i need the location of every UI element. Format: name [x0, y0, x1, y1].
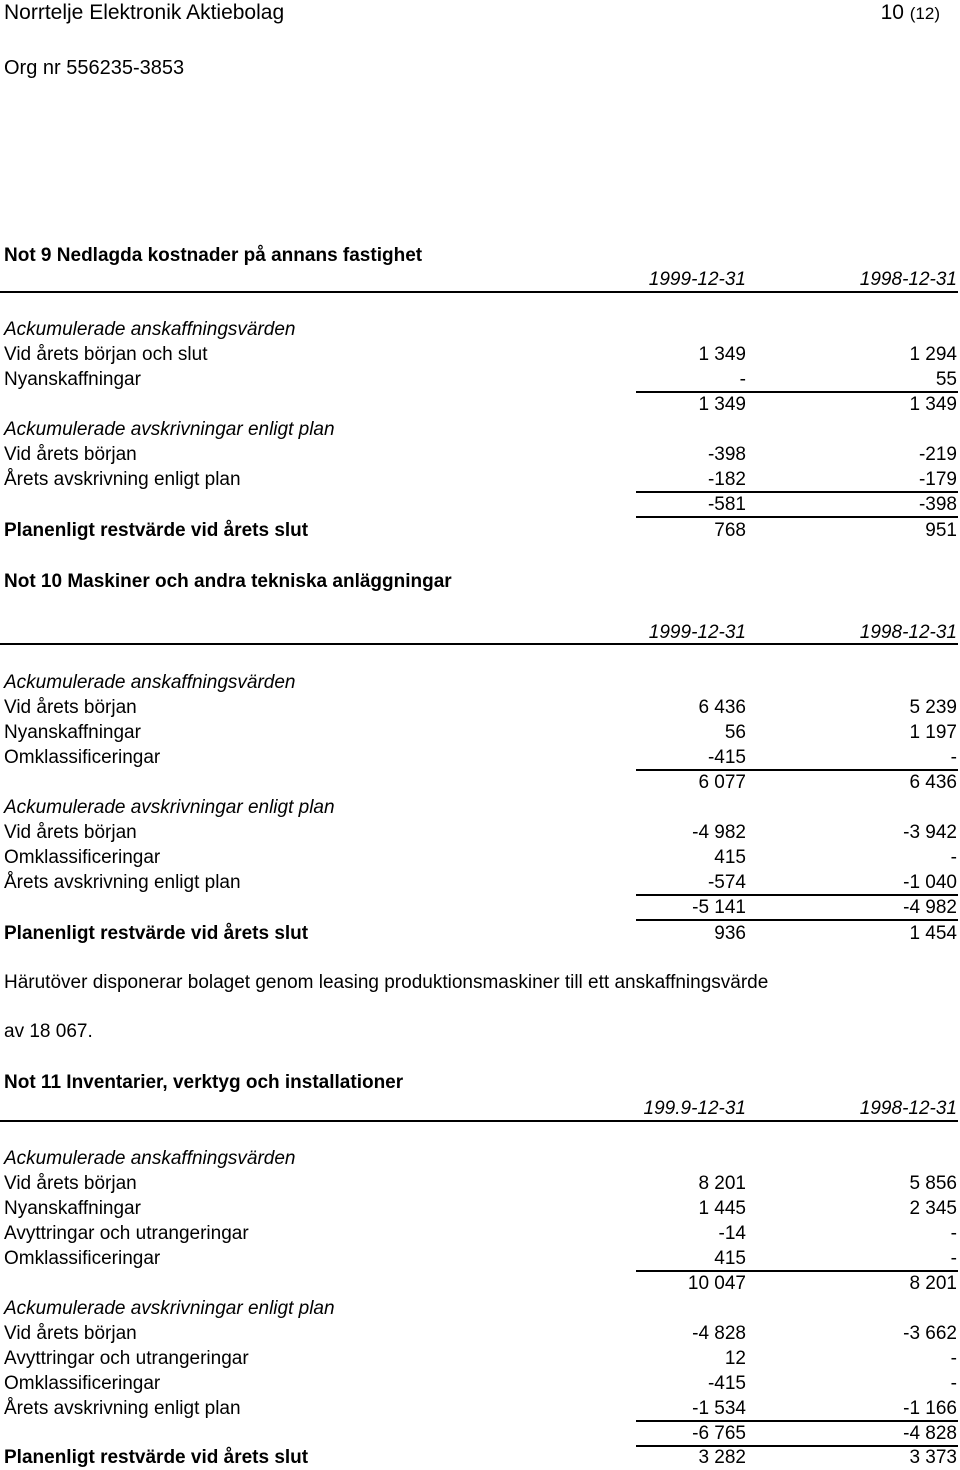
- row-label: Nyanskaffningar: [4, 369, 141, 390]
- row-value-1998: -179: [918, 469, 957, 490]
- row-label: Vid årets början och slut: [4, 344, 208, 365]
- note-10-col-1999: 1999-12-31: [648, 622, 746, 643]
- row-label: Årets avskrivning enligt plan: [4, 872, 241, 893]
- row-value-1999: 6 077: [698, 772, 746, 793]
- row-label: Årets avskrivning enligt plan: [4, 469, 241, 490]
- row-value-1999: 768: [714, 520, 746, 541]
- note-9-row: [0, 342, 960, 367]
- row-label: Planenligt restvärde vid årets slut: [4, 520, 309, 541]
- note-11-row: [0, 1246, 960, 1271]
- row-value-1999: -6 765: [692, 1423, 746, 1444]
- note-11-subtotal-row: [0, 1271, 960, 1296]
- note-9-title: Not 9 Nedlagda kostnader på annans fastighet: [4, 245, 423, 266]
- row-label: Omklassificeringar: [4, 847, 161, 868]
- note-11-row: [0, 1346, 960, 1371]
- row-value-1998: -219: [918, 444, 957, 465]
- row-label: Omklassificeringar: [4, 747, 161, 768]
- row-value-1999: 936: [714, 923, 746, 944]
- row-value-1999: -574: [707, 872, 746, 893]
- note-11-row: [0, 1146, 960, 1171]
- row-value-1998: -3 662: [903, 1323, 957, 1344]
- row-value-1999: 12: [724, 1348, 746, 1369]
- note-11-row: [0, 1171, 960, 1196]
- row-value-1998: 1 454: [909, 923, 957, 944]
- row-value-1998: -: [950, 1248, 957, 1269]
- row-value-1998: -1 166: [903, 1398, 957, 1419]
- note-11-title: Not 11 Inventarier, verktyg och installationer: [4, 1072, 404, 1093]
- note-11-row: [0, 1196, 960, 1221]
- row-value-1999: 1 445: [698, 1198, 746, 1219]
- note-11-col-1998: 1998-12-31: [859, 1098, 957, 1119]
- row-label: Vid årets början: [4, 444, 137, 465]
- row-value-1998: 55: [935, 369, 957, 390]
- leasing-paragraph-line-2: av 18 067.: [4, 1021, 93, 1042]
- note-10-column-headers: [0, 620, 960, 645]
- row-value-1998: 2 345: [909, 1198, 957, 1219]
- note-10-row: [0, 845, 960, 870]
- note-9-row: [0, 442, 960, 467]
- row-value-1998: 1 349: [909, 394, 957, 415]
- org-number: Org nr 556235-3853: [4, 57, 185, 79]
- note-10-row: [0, 670, 960, 695]
- row-value-1999: 10 047: [687, 1273, 746, 1294]
- note-10-total-row: [0, 921, 960, 946]
- note-9-column-headers: [0, 267, 960, 292]
- page-number-total: (12): [909, 4, 940, 23]
- row-value-1999: -182: [707, 469, 746, 490]
- row-value-1999: -: [739, 369, 746, 390]
- note-9-subtotal-row: [0, 492, 960, 517]
- row-value-1998: 951: [925, 520, 957, 541]
- row-value-1999: -5 141: [692, 897, 746, 918]
- row-value-1998: 8 201: [909, 1273, 957, 1294]
- row-label: Avyttringar och utrangeringar: [4, 1348, 249, 1369]
- row-label: Ackumulerade avskrivningar enligt plan: [4, 797, 335, 818]
- row-value-1999: -4 828: [692, 1323, 746, 1344]
- note-11-subtotal-row: [0, 1421, 960, 1446]
- note-9-subtotal-row: [0, 392, 960, 417]
- row-value-1999: 3 282: [698, 1447, 746, 1468]
- row-label: Omklassificeringar: [4, 1248, 161, 1269]
- note-10-subtotal-row: [0, 770, 960, 795]
- row-value-1998: -4 828: [903, 1423, 957, 1444]
- row-label: Vid årets början: [4, 822, 137, 843]
- row-value-1999: -4 982: [692, 822, 746, 843]
- note-9-total-row: [0, 518, 960, 543]
- note-9-col-1999: 1999-12-31: [648, 269, 746, 290]
- row-label: Omklassificeringar: [4, 1373, 161, 1394]
- row-value-1999: 415: [714, 1248, 746, 1269]
- row-value-1999: -14: [718, 1223, 746, 1244]
- note-11-row: [0, 1396, 960, 1421]
- note-10-row: [0, 795, 960, 820]
- row-label: Nyanskaffningar: [4, 1198, 141, 1219]
- row-value-1999: 1 349: [698, 394, 746, 415]
- note-9-row: [0, 417, 960, 442]
- note-10-row: [0, 695, 960, 720]
- row-value-1999: -415: [707, 747, 746, 768]
- row-value-1998: 1 197: [909, 722, 957, 743]
- row-value-1998: -: [950, 1348, 957, 1369]
- row-value-1999: -581: [707, 494, 746, 515]
- row-value-1998: -: [950, 1373, 957, 1394]
- page-number-current: 10: [880, 1, 904, 24]
- row-label: Ackumulerade anskaffningsvärden: [4, 319, 296, 340]
- note-10-row: [0, 870, 960, 895]
- row-value-1999: 1 349: [698, 344, 746, 365]
- row-label: Årets avskrivning enligt plan: [4, 1398, 241, 1419]
- row-value-1998: 5 239: [909, 697, 957, 718]
- row-label: Planenligt restvärde vid årets slut: [4, 1447, 309, 1468]
- note-10-row: [0, 720, 960, 745]
- note-11-col-1999: 199.9-12-31: [643, 1098, 746, 1119]
- note-11-row: [0, 1321, 960, 1346]
- row-value-1998: 3 373: [909, 1447, 957, 1468]
- row-value-1998: -: [950, 1223, 957, 1244]
- note-11-row: [0, 1296, 960, 1321]
- row-value-1998: -4 982: [903, 897, 957, 918]
- row-value-1998: -3 942: [903, 822, 957, 843]
- row-value-1999: 56: [724, 722, 746, 743]
- row-label: Ackumulerade avskrivningar enligt plan: [4, 1298, 335, 1319]
- row-label: Nyanskaffningar: [4, 722, 141, 743]
- note-10-title: Not 10 Maskiner och andra tekniska anläggningar: [4, 571, 452, 592]
- note-9-col-1998: 1998-12-31: [859, 269, 957, 290]
- row-value-1998: 5 856: [909, 1173, 957, 1194]
- leasing-paragraph-line-1: Härutöver disponerar bolaget genom leasing produktionsmaskiner till ett anskaffningsvärde: [4, 972, 769, 993]
- row-value-1999: 6 436: [698, 697, 746, 718]
- row-value-1998: 6 436: [909, 772, 957, 793]
- row-value-1999: 415: [714, 847, 746, 868]
- note-10-subtotal-row: [0, 895, 960, 920]
- row-value-1998: -398: [918, 494, 957, 515]
- note-10-col-1998: 1998-12-31: [859, 622, 957, 643]
- row-label: Vid årets början: [4, 697, 137, 718]
- note-11-row: [0, 1371, 960, 1396]
- row-label: Vid årets början: [4, 1323, 137, 1344]
- row-value-1999: -398: [707, 444, 746, 465]
- note-9-row: [0, 317, 960, 342]
- row-label: Planenligt restvärde vid årets slut: [4, 923, 309, 944]
- note-10-row: [0, 820, 960, 845]
- company-name: Norrtelje Elektronik Aktiebolag: [4, 1, 285, 24]
- row-label: Ackumulerade anskaffningsvärden: [4, 1148, 296, 1169]
- note-11-total-row: [0, 1445, 960, 1470]
- row-label: Ackumulerade avskrivningar enligt plan: [4, 419, 335, 440]
- row-value-1998: 1 294: [909, 344, 957, 365]
- row-label: Avyttringar och utrangeringar: [4, 1223, 249, 1244]
- page-number: [881, 2, 940, 25]
- row-value-1998: -: [950, 747, 957, 768]
- note-9-row: [0, 367, 960, 392]
- row-value-1998: -: [950, 847, 957, 868]
- row-label: Ackumulerade anskaffningsvärden: [4, 672, 296, 693]
- note-10-row: [0, 745, 960, 770]
- row-value-1999: 8 201: [698, 1173, 746, 1194]
- note-9-row: [0, 467, 960, 492]
- row-value-1999: -415: [707, 1373, 746, 1394]
- row-label: Vid årets början: [4, 1173, 137, 1194]
- row-value-1999: -1 534: [692, 1398, 746, 1419]
- note-11-column-headers: [0, 1096, 960, 1121]
- row-value-1998: -1 040: [903, 872, 957, 893]
- note-11-row: [0, 1221, 960, 1246]
